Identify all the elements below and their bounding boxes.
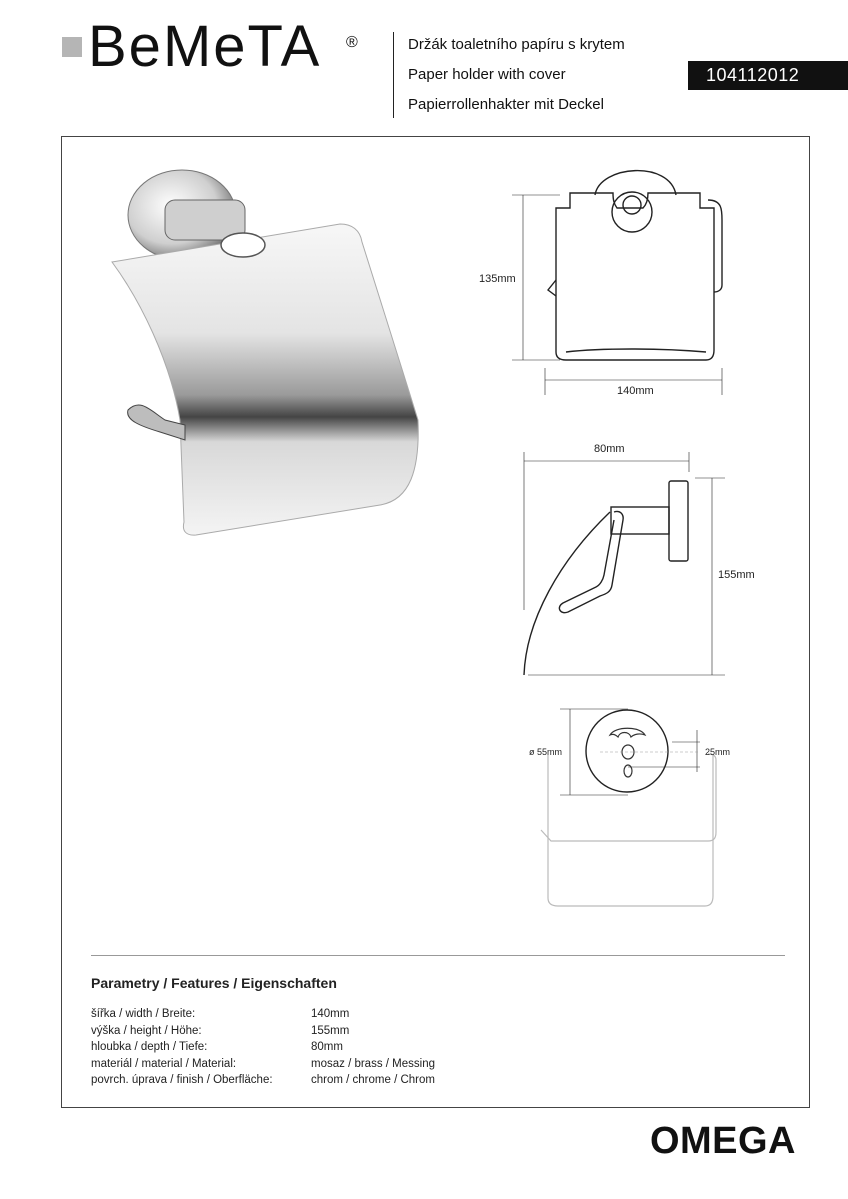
brand-logo: BeMeTA <box>88 14 322 79</box>
product-title-de: Papierrollenhakter mit Deckel <box>408 96 604 113</box>
series-name: OMEGA <box>649 1120 796 1162</box>
feature-label: povrch. úprava / finish / Oberfläche: <box>91 1074 273 1086</box>
dim-rosette-diameter: ø 55mm <box>529 747 563 757</box>
feature-row <box>91 1041 591 1058</box>
feature-row <box>91 1058 591 1075</box>
feature-label: materiál / material / Material: <box>91 1057 237 1070</box>
product-title-en: Paper holder with cover <box>408 66 566 83</box>
registered-mark: ® <box>346 34 358 51</box>
product-photo <box>112 170 418 535</box>
dim-rosette-offset: 25mm <box>705 747 731 757</box>
front-view-drawing <box>548 171 722 360</box>
feature-value: chrom / chrome / Chrom <box>311 1074 435 1086</box>
dim-front-width: 140mm <box>617 385 654 397</box>
feature-row <box>91 1025 591 1042</box>
feature-value: 140mm <box>311 1008 350 1020</box>
dim-side-depth: 80mm <box>594 443 625 455</box>
dim-front-height: 135mm <box>479 273 516 285</box>
feature-label: výška / height / Höhe: <box>91 1024 202 1037</box>
features-divider <box>91 955 785 956</box>
feature-value: 155mm <box>311 1024 350 1037</box>
feature-value: mosaz / brass / Messing <box>311 1057 435 1070</box>
side-view-drawing <box>524 481 688 675</box>
feature-label: hloubka / depth / Tiefe: <box>91 1041 208 1053</box>
features-title: Parametry / Features / Eigenschaften <box>91 975 337 991</box>
side-dimensions <box>524 452 725 675</box>
back-view-drawing <box>541 709 716 906</box>
feature-value: 80mm <box>311 1041 343 1053</box>
feature-label: šířka / width / Breite: <box>91 1008 196 1020</box>
product-code: 104112012 <box>688 61 848 90</box>
feature-row <box>91 1074 591 1091</box>
features-table <box>91 1008 591 1091</box>
dim-side-height: 155mm <box>718 569 755 581</box>
product-title-cs: Držák toaletního papíru s krytem <box>408 36 625 53</box>
feature-row <box>91 1008 591 1025</box>
